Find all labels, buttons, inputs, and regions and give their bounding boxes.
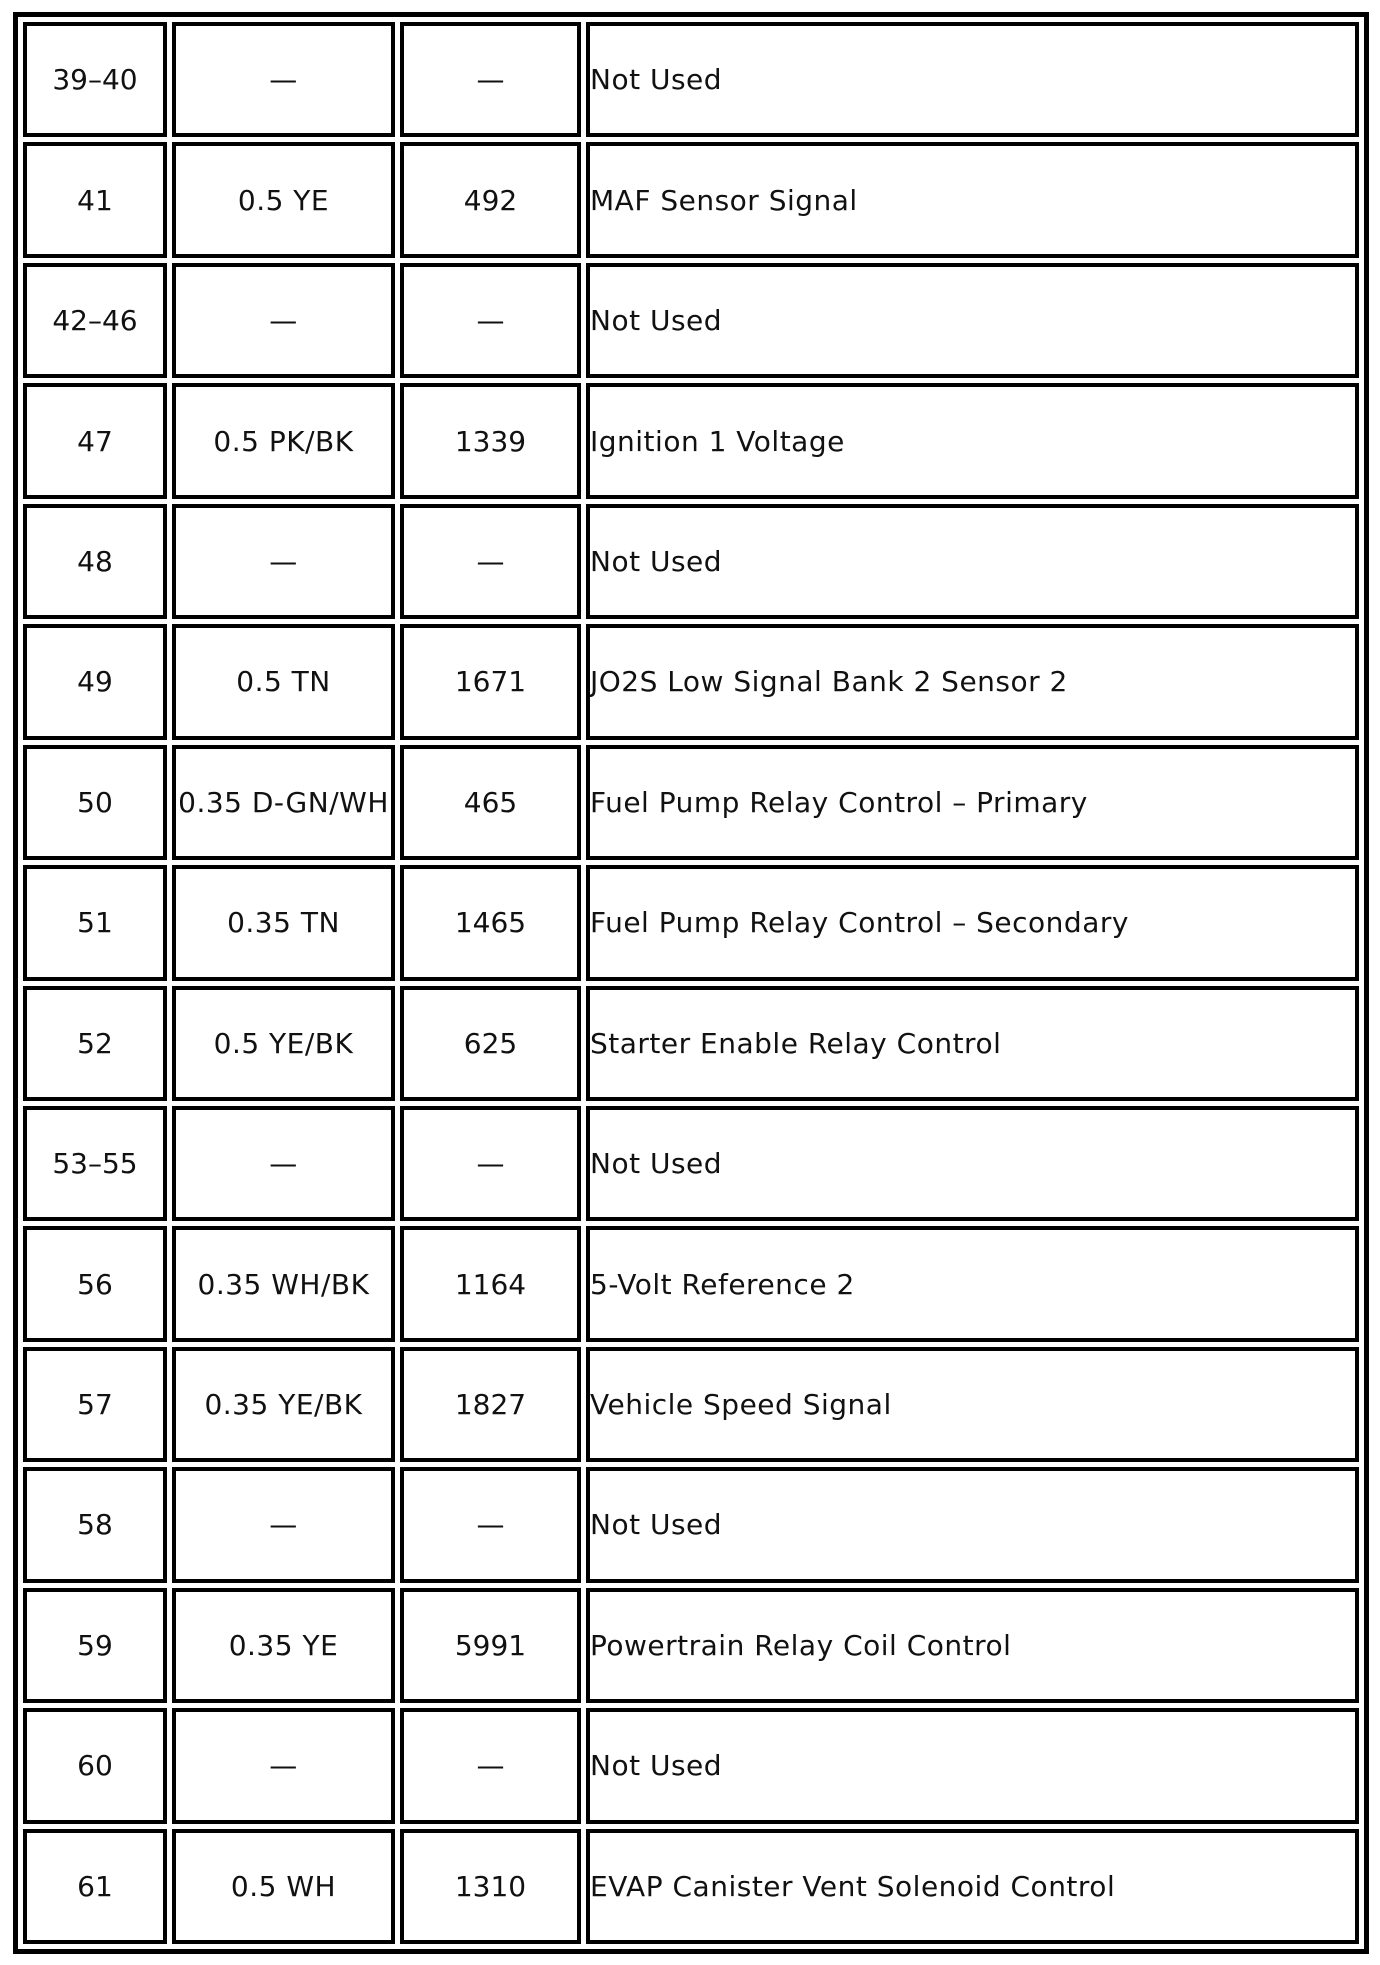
function-cell: JO2S Low Signal Bank 2 Sensor 2 bbox=[586, 624, 1359, 739]
pin-number-cell: 42–46 bbox=[23, 263, 167, 378]
pin-number-cell: 56 bbox=[23, 1226, 167, 1341]
function-cell: MAF Sensor Signal bbox=[586, 142, 1359, 257]
pinout-rows bbox=[23, 22, 1359, 1944]
circuit-number-cell: — bbox=[400, 22, 581, 137]
function-cell: Not Used bbox=[586, 263, 1359, 378]
function-cell: Not Used bbox=[586, 1467, 1359, 1582]
pin-number-cell: 61 bbox=[23, 1829, 167, 1944]
pin-number-cell: 41 bbox=[23, 142, 167, 257]
function-cell: Powertrain Relay Coil Control bbox=[586, 1588, 1359, 1703]
pinout-grid bbox=[18, 17, 1364, 1949]
pin-number-cell: 52 bbox=[23, 986, 167, 1101]
wire-size-color-cell: 0.35 YE/BK bbox=[172, 1347, 395, 1462]
circuit-number-cell: 1827 bbox=[400, 1347, 581, 1462]
circuit-number-cell: — bbox=[400, 1106, 581, 1221]
function-cell: Starter Enable Relay Control bbox=[586, 986, 1359, 1101]
table-row bbox=[23, 1226, 1359, 1341]
circuit-number-cell: 1465 bbox=[400, 865, 581, 980]
circuit-number-cell: 1310 bbox=[400, 1829, 581, 1944]
function-cell: Not Used bbox=[586, 1106, 1359, 1221]
wire-size-color-cell: — bbox=[172, 1708, 395, 1823]
circuit-number-cell: 1671 bbox=[400, 624, 581, 739]
circuit-number-cell: — bbox=[400, 504, 581, 619]
wire-size-color-cell: 0.35 D-GN/WH bbox=[172, 745, 395, 860]
table-row bbox=[23, 745, 1359, 860]
wire-size-color-cell: 0.5 TN bbox=[172, 624, 395, 739]
pin-number-cell: 60 bbox=[23, 1708, 167, 1823]
function-cell: Not Used bbox=[586, 22, 1359, 137]
table-row bbox=[23, 504, 1359, 619]
table-row bbox=[23, 865, 1359, 980]
table-row bbox=[23, 1106, 1359, 1221]
wire-size-color-cell: 0.5 YE/BK bbox=[172, 986, 395, 1101]
circuit-number-cell: 625 bbox=[400, 986, 581, 1101]
pin-number-cell: 49 bbox=[23, 624, 167, 739]
wire-size-color-cell: 0.35 TN bbox=[172, 865, 395, 980]
function-cell: Not Used bbox=[586, 504, 1359, 619]
function-cell: Fuel Pump Relay Control – Primary bbox=[586, 745, 1359, 860]
circuit-number-cell: 1164 bbox=[400, 1226, 581, 1341]
table-row bbox=[23, 383, 1359, 498]
function-cell: Fuel Pump Relay Control – Secondary bbox=[586, 865, 1359, 980]
wire-size-color-cell: — bbox=[172, 22, 395, 137]
pin-number-cell: 59 bbox=[23, 1588, 167, 1703]
table-row bbox=[23, 1347, 1359, 1462]
table-row bbox=[23, 624, 1359, 739]
wire-size-color-cell: 0.35 YE bbox=[172, 1588, 395, 1703]
table-row bbox=[23, 22, 1359, 137]
table-row bbox=[23, 1467, 1359, 1582]
function-cell: Vehicle Speed Signal bbox=[586, 1347, 1359, 1462]
pin-number-cell: 51 bbox=[23, 865, 167, 980]
function-cell: 5-Volt Reference 2 bbox=[586, 1226, 1359, 1341]
pin-number-cell: 48 bbox=[23, 504, 167, 619]
connector-pinout-table bbox=[13, 12, 1369, 1954]
pin-number-cell: 39–40 bbox=[23, 22, 167, 137]
circuit-number-cell: 1339 bbox=[400, 383, 581, 498]
circuit-number-cell: 465 bbox=[400, 745, 581, 860]
pin-number-cell: 50 bbox=[23, 745, 167, 860]
circuit-number-cell: 5991 bbox=[400, 1588, 581, 1703]
table-row bbox=[23, 986, 1359, 1101]
circuit-number-cell: — bbox=[400, 1467, 581, 1582]
pin-number-cell: 58 bbox=[23, 1467, 167, 1582]
wire-size-color-cell: — bbox=[172, 1467, 395, 1582]
table-row bbox=[23, 1829, 1359, 1944]
table-row bbox=[23, 1708, 1359, 1823]
table-row bbox=[23, 142, 1359, 257]
circuit-number-cell: — bbox=[400, 263, 581, 378]
table-row bbox=[23, 263, 1359, 378]
circuit-number-cell: 492 bbox=[400, 142, 581, 257]
wire-size-color-cell: 0.5 YE bbox=[172, 142, 395, 257]
table-row bbox=[23, 1588, 1359, 1703]
function-cell: Ignition 1 Voltage bbox=[586, 383, 1359, 498]
wire-size-color-cell: 0.35 WH/BK bbox=[172, 1226, 395, 1341]
circuit-number-cell: — bbox=[400, 1708, 581, 1823]
function-cell: Not Used bbox=[586, 1708, 1359, 1823]
wire-size-color-cell: 0.5 WH bbox=[172, 1829, 395, 1944]
pin-number-cell: 57 bbox=[23, 1347, 167, 1462]
wire-size-color-cell: 0.5 PK/BK bbox=[172, 383, 395, 498]
pin-number-cell: 47 bbox=[23, 383, 167, 498]
function-cell: EVAP Canister Vent Solenoid Control bbox=[586, 1829, 1359, 1944]
wire-size-color-cell: — bbox=[172, 263, 395, 378]
wire-size-color-cell: — bbox=[172, 1106, 395, 1221]
wire-size-color-cell: — bbox=[172, 504, 395, 619]
pin-number-cell: 53–55 bbox=[23, 1106, 167, 1221]
